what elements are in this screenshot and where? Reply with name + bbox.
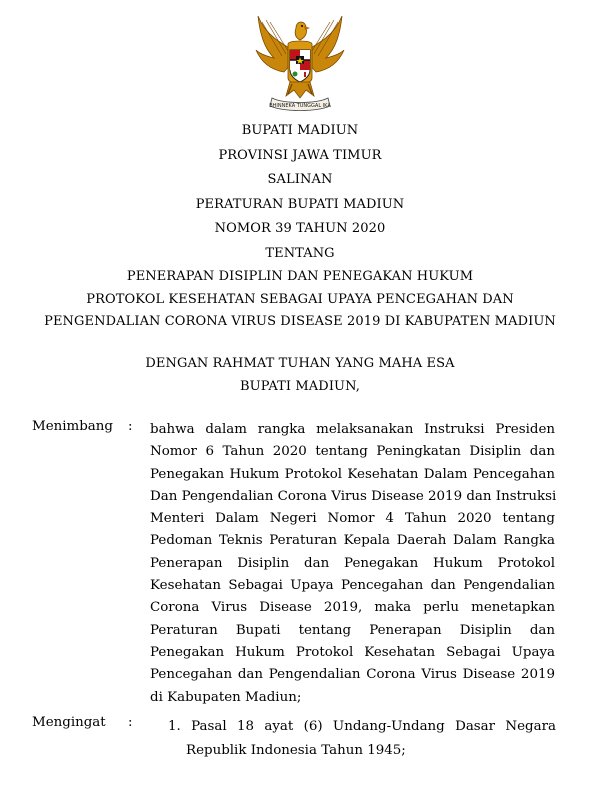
mengingat-colon: : <box>128 715 133 730</box>
blessing-line: DENGAN RAHMAT TUHAN YANG MAHA ESA <box>145 356 455 371</box>
paragraph-line: Pedoman Teknis Peraturan Kepala Daerah Dalam Rangka <box>150 533 555 549</box>
regulation-title: PERATURAN BUPATI MADIUN <box>195 197 405 212</box>
paragraph-line: Corona Virus Disease 2019, maka perlu menetapkan <box>150 600 555 616</box>
paragraph-line: Penegakan Hukum Protokol Kesehatan Sebagai Upaya <box>150 644 555 660</box>
item-line: Republik Indonesia Tahun 1945; <box>186 743 406 758</box>
menimbang-paragraph <box>150 419 555 709</box>
item-line: 1. Pasal 18 ayat (6) Undang-Undang Dasar Negara <box>168 719 556 734</box>
paragraph-line: bahwa dalam rangka melaksanakan Instruksi Presiden <box>150 422 555 437</box>
motto-text <box>269 103 331 109</box>
paragraph-line: Penerapan Disiplin dan Penegakan Hukum Protokol <box>150 555 555 571</box>
regent-title: BUPATI MADIUN <box>241 123 359 138</box>
subject-line-3: PENGENDALIAN CORONA VIRUS DISEASE 2019 DI KABUPATEN MADIUN <box>44 314 556 329</box>
mengingat-label: Mengingat <box>32 715 106 730</box>
paragraph-line: Kesehatan Sebagai Upaya Pencegahan dan Pengendalian <box>150 578 555 594</box>
menimbang-label: Menimbang <box>32 419 113 434</box>
paragraph-line: Pencegahan dan Pengendalian Corona Virus Disease 2019 <box>150 667 555 683</box>
paragraph-line: Penegakan Hukum Protokol Kesehatan Dalam Pencegahan <box>150 466 555 482</box>
paragraph-line: di Kabupaten Madiun; <box>150 689 302 705</box>
paragraph-line: Nomor 6 Tahun 2020 tentang Peningkatan Disiplin dan <box>150 444 555 460</box>
paragraph-line: Menteri Dalam Negeri Nomor 4 Tahun 2020 tentang <box>150 511 555 527</box>
regent-signoff: BUPATI MADIUN, <box>240 379 360 394</box>
menimbang-colon: : <box>128 419 133 434</box>
paragraph-line: Dan Pengendalian Corona Virus Disease 2019 dan Instruksi <box>150 488 557 504</box>
paragraph-line: Peraturan Bupati tentang Penerapan Disiplin dan <box>150 622 555 638</box>
svg-text:BHINNEKA TUNGGAL IKA: BHINNEKA TUNGGAL IKA <box>269 103 331 109</box>
garuda-emblem <box>252 14 348 112</box>
about-label: TENTANG <box>265 246 335 261</box>
province-title: PROVINSI JAWA TIMUR <box>218 148 382 163</box>
mengingat-item-1 <box>168 715 556 763</box>
subject-line-1: PENERAPAN DISIPLIN DAN PENEGAKAN HUKUM <box>126 269 474 284</box>
subject-line-2: PROTOKOL KESEHATAN SEBAGAI UPAYA PENCEGAHAN DAN <box>86 292 514 307</box>
copy-mark: SALINAN <box>267 172 333 187</box>
regulation-number: NOMOR 39 TAHUN 2020 <box>214 221 386 236</box>
